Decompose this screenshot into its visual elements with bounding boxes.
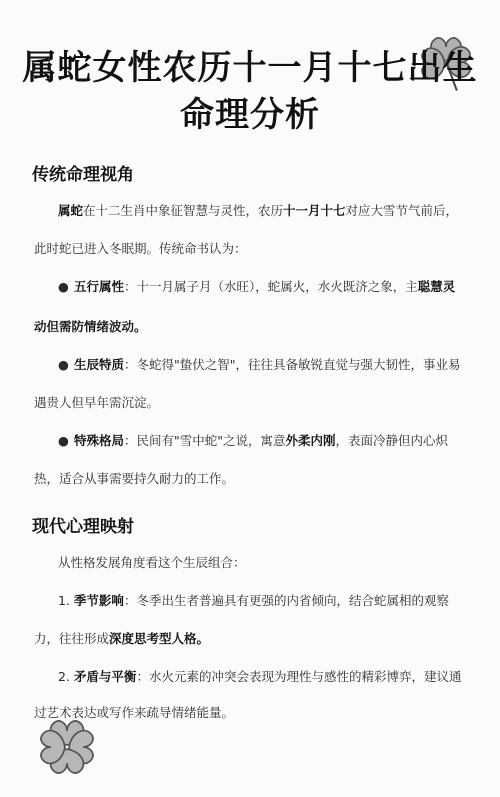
list-item-geju (58, 432, 448, 450)
text: ：冬蛇得"蛰伏之智"，往往具备敏锐直觉与强大韧性，事业易 (124, 357, 461, 372)
list-item-shengchen-cont: 遇贵人但早年需沉淀。 (34, 395, 160, 410)
item-label: 季节影响 (73, 593, 124, 608)
clover-icon (32, 712, 102, 782)
text: 对应大雪节气前后， (345, 203, 459, 218)
text: ：冬季出生者普遍具有更强的内省倾向，结合蛇属相的观察 (123, 593, 449, 608)
bullet-icon: ● (58, 433, 69, 448)
text: ：水火元素的冲突会表现为理性与感性的精彩博弈，建议通 (136, 669, 462, 684)
paragraph-intro-line2: 此时蛇已进入冬眠期。传统命书认为： (34, 241, 247, 256)
item-number: 2. (58, 669, 70, 684)
bold-text: 十一月十七 (283, 203, 346, 218)
list-item-season (58, 592, 449, 610)
text: ：十一月属子月（水旺），蛇属火，水火既济之象，主 (124, 279, 418, 294)
list-item-shengchen (58, 356, 461, 374)
item-label: 特殊格局 (74, 433, 125, 448)
item-label: 矛盾与平衡 (73, 669, 137, 684)
section-heading-modern: 现代心理映射 (32, 517, 134, 537)
page-title: 属蛇女性农历十一月十七出生 (22, 48, 478, 88)
text: ，表面冷静但内心炽 (335, 433, 449, 448)
text: ：民间有"雪中蛇"之说，寓意 (124, 433, 286, 448)
bold-text: 外柔内刚 (285, 433, 336, 448)
list-item-balance-cont: 过艺术表达或写作来疏导情绪能量。 (34, 705, 235, 720)
paragraph-intro-line1 (58, 202, 458, 220)
text: 在十二生肖中象征智慧与灵性，农历 (83, 203, 284, 218)
item-number: 1. (58, 593, 70, 608)
bullet-icon: ● (58, 357, 69, 372)
list-item-geju-cont: 热，适合从事需要持久耐力的工作。 (34, 471, 235, 486)
paragraph-modern-intro: 从性格发展角度看这个生辰组合： (58, 555, 246, 570)
section-heading-traditional: 传统命理视角 (32, 165, 134, 185)
bold-text: 深度思考型人格。 (109, 631, 210, 646)
bold-text: 动但需防情绪波动。 (34, 319, 147, 334)
list-item-wuxing-cont (34, 318, 147, 336)
list-item-balance (58, 668, 461, 686)
page-title-line2: 命理分析 (180, 95, 320, 135)
text: 力，往往形成 (34, 631, 110, 646)
list-item-wuxing (58, 278, 455, 296)
bold-text: 属蛇 (58, 203, 84, 218)
item-label: 生辰特质 (74, 357, 125, 372)
list-item-season-cont (34, 630, 209, 648)
bold-text: 聪慧灵 (417, 279, 456, 294)
item-label: 五行属性 (74, 279, 125, 294)
bullet-icon: ● (58, 279, 69, 294)
